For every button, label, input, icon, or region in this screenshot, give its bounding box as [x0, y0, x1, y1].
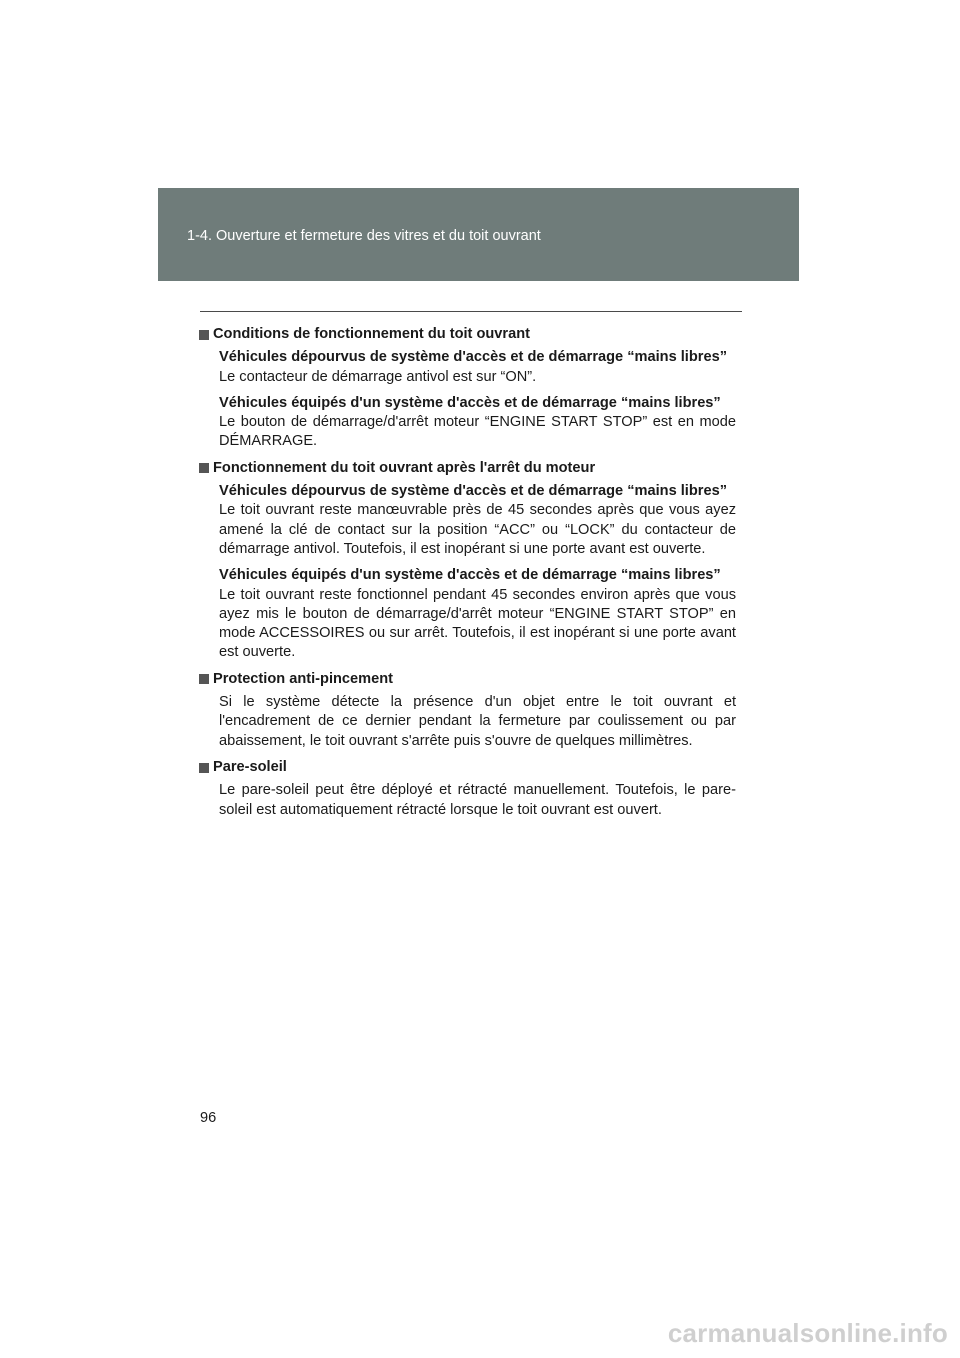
square-bullet-icon: [199, 463, 209, 473]
condition-text: Le contacteur de démarrage antivol est sur “ON”.: [219, 368, 537, 385]
square-bullet-icon: [199, 674, 209, 684]
page-content: [199, 325, 736, 827]
condition-text: Le toit ouvrant reste manœuvrable près de 45 secondes après que vous ayez amené la clé de contact sur la position “ACC” ou “LOCK” du contacteur de démarrage antivol. Toutefois, il est inopérant si une porte avant est ouverte.: [219, 502, 736, 557]
condition-block: [219, 482, 736, 559]
square-bullet-icon: [199, 763, 209, 773]
paragraph-block: [219, 693, 736, 751]
vehicle-type-subhead: Véhicules dépourvus de système d'accès et de démarrage “mains libres”: [219, 349, 727, 366]
vehicle-type-subhead: Véhicules équipés d'un système d'accès et de démarrage “mains libres”: [219, 567, 721, 584]
section-heading: [199, 758, 736, 777]
condition-block: [219, 394, 736, 452]
section-sunshade: [199, 758, 736, 820]
section-operating-conditions: [199, 325, 736, 452]
square-bullet-icon: [199, 330, 209, 340]
condition-text: Le bouton de démarrage/d'arrêt moteur “ENGINE START STOP” est en mode DÉMARRAGE.: [219, 414, 736, 450]
paragraph-text: Si le système détecte la présence d'un objet entre le toit ouvrant et l'encadrement de ce dernier pendant la fermeture par coulissement ou par abaissement, le toit ouvrant s'arrête puis s'ouvre de quelques millimètres.: [219, 694, 736, 749]
condition-block: [219, 566, 736, 662]
section-heading-text: Fonctionnement du toit ouvrant après l'arrêt du moteur: [213, 459, 596, 476]
page-number: 96: [200, 1110, 217, 1126]
header-divider: [200, 311, 742, 312]
section-anti-pinch: [199, 670, 736, 751]
section-heading: [199, 325, 736, 344]
section-heading: [199, 459, 736, 478]
condition-text: Le toit ouvrant reste fonctionnel pendant 45 secondes environ après que vous ayez mis le bouton de démarrage/d'arrêt moteur “ENGINE START STOP” en mode ACCESSOIRES ou sur arrêt. Toutefois, il est inopérant si une porte avant est ouverte.: [219, 586, 736, 661]
paragraph-block: [219, 781, 736, 820]
paragraph-text: Le pare-soleil peut être déployé et rétracté manuellement. Toutefois, le pare-soleil est automatiquement rétracté lorsque le toit ouvrant est ouvert.: [219, 782, 736, 818]
section-heading-text: Pare-soleil: [213, 758, 287, 775]
condition-block: [219, 348, 736, 387]
watermark-logo: carmanualsonline.info: [667, 1318, 948, 1348]
section-heading-text: Conditions de fonctionnement du toit ouvrant: [213, 326, 530, 342]
section-heading: [199, 670, 736, 689]
section-header-band: [158, 188, 799, 281]
section-after-engine-stop: [199, 459, 736, 663]
section-heading-text: Protection anti-pincement: [213, 670, 394, 687]
vehicle-type-subhead: Véhicules dépourvus de système d'accès et de démarrage “mains libres”: [219, 483, 727, 500]
vehicle-type-subhead: Véhicules équipés d'un système d'accès et de démarrage “mains libres”: [219, 394, 721, 411]
section-title: 1-4. Ouverture et fermeture des vitres et du toit ouvrant: [187, 228, 541, 244]
